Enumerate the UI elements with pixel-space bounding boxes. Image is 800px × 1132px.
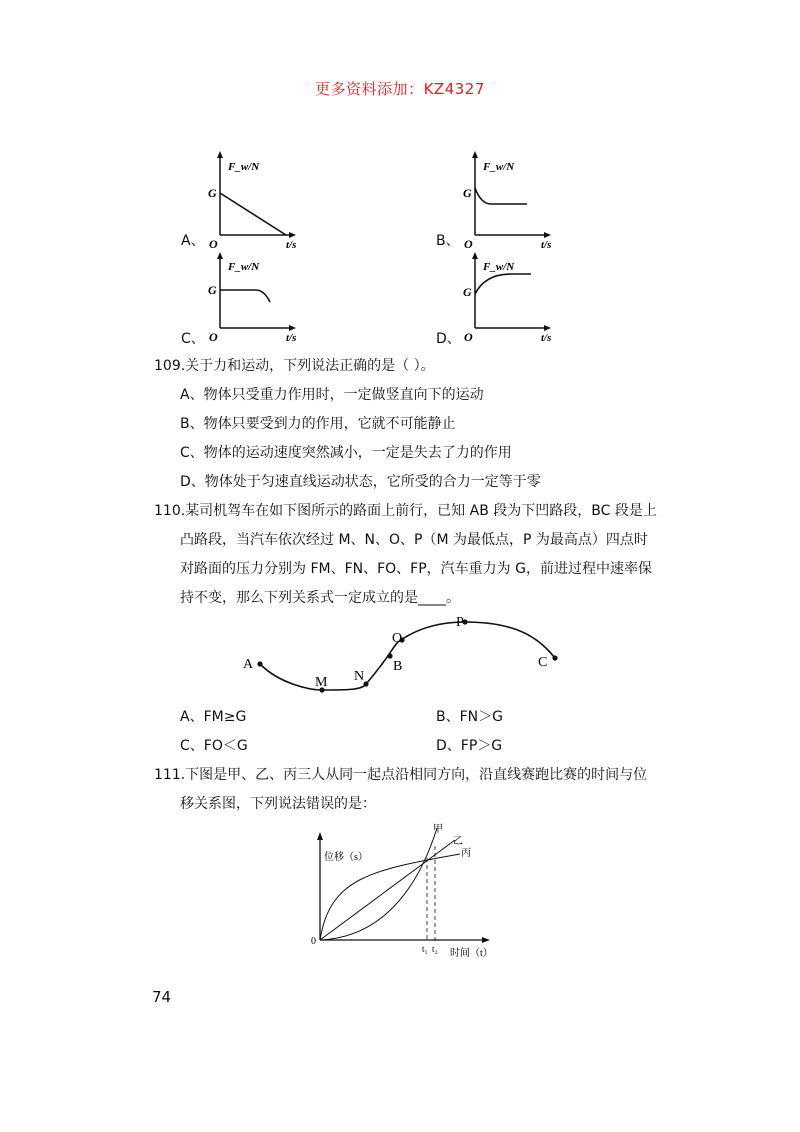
origin-label: O	[209, 330, 218, 344]
q110-option-a: A、FM≥G	[180, 709, 247, 725]
option-b-label: B、	[436, 233, 460, 249]
point-o-label: O	[392, 631, 403, 646]
q110-line-3: 对路面的压力分别为 FM、FN、FO、FP，汽车重力为 G，前进过程中速率保	[180, 561, 652, 577]
option-a-label: A、	[181, 233, 205, 249]
q110-option-c: C、FO＜G	[180, 738, 248, 754]
q109-option-a: A、物体只受重力作用时，一定做竖直向下的运动	[180, 387, 484, 403]
origin-label: 0	[311, 936, 316, 947]
page-number: 74	[152, 988, 172, 1006]
series-bing-line	[320, 854, 460, 940]
g-label: G	[208, 283, 217, 297]
series-yi-label: 乙	[453, 836, 463, 847]
origin-label: O	[464, 330, 473, 344]
tick-t1: t₁	[422, 944, 428, 954]
option-c-label: C、	[181, 331, 205, 347]
q110-option-d: D、FP＞G	[436, 738, 503, 754]
point-a-label: A	[243, 657, 254, 672]
origin-label: O	[464, 237, 473, 251]
y-axis-label: 位移（s）	[324, 852, 368, 863]
watermark-header: 更多资料添加：KZ4327	[315, 80, 485, 98]
q109-option-b: B、物体只要受到力的作用，它就不可能静止	[180, 416, 456, 432]
q110-option-b: B、FN＞G	[436, 709, 503, 725]
q110-line-2: 凸路段，当汽车依次经过 M、N、O、P（M 为最低点，P 为最高点）四点时	[180, 532, 648, 548]
y-axis-label: F_w/N	[483, 161, 515, 173]
point-c-label: C	[538, 655, 548, 670]
series-bing-label: 丙	[461, 848, 471, 859]
point-p-label: P	[456, 615, 464, 630]
road-diagram	[240, 612, 570, 702]
series-jia-label: 甲	[433, 824, 443, 835]
q109-option-c: C、物体的运动速度突然减小，一定是失去了力的作用	[180, 445, 512, 461]
series-jia-line	[320, 828, 437, 940]
option-d-label: D、	[436, 331, 461, 347]
y-axis-label: F_w/N	[228, 161, 260, 173]
point-b-label: B	[393, 659, 403, 674]
y-axis-label: F_w/N	[228, 261, 260, 273]
point-n-label: N	[354, 669, 365, 684]
q111-line-2: 移关系图，下列说法错误的是：	[180, 796, 376, 812]
g-label: G	[208, 186, 217, 200]
graph-c	[200, 248, 310, 348]
g-label: G	[463, 186, 472, 200]
graph-b	[455, 150, 565, 250]
q109-option-d: D、物体处于匀速直线运动状态，它所受的合力一定等于零	[180, 474, 541, 490]
y-axis-label: F_w/N	[483, 261, 515, 273]
q109-stem: 109.关于力和运动，下列说法正确的是（ ）。	[154, 358, 435, 374]
tick-t2: t₂	[432, 944, 438, 954]
x-axis-label: t/s	[541, 239, 552, 251]
x-axis-label: t/s	[541, 332, 552, 344]
x-axis-label: t/s	[286, 332, 297, 344]
graph-a	[200, 150, 310, 250]
q110-line-1: 110.某司机驾车在如下图所示的路面上前行，已知 AB 段为下凹路段，BC 段是上	[154, 503, 657, 519]
x-axis-label: t/s	[286, 239, 297, 251]
g-label: G	[463, 285, 472, 299]
x-axis-label: 时间（t）	[450, 948, 493, 959]
q111-line-1: 111.下图是甲、乙、丙三人从同一起点沿相同方向，沿直线赛跑比赛的时间与位	[154, 767, 648, 783]
origin-label: O	[209, 237, 218, 251]
point-m-label: M	[315, 675, 328, 690]
q110-line-4: 持不变，那么下列关系式一定成立的是____。	[180, 590, 460, 606]
displacement-time-chart	[310, 818, 500, 963]
graph-d	[455, 248, 565, 348]
